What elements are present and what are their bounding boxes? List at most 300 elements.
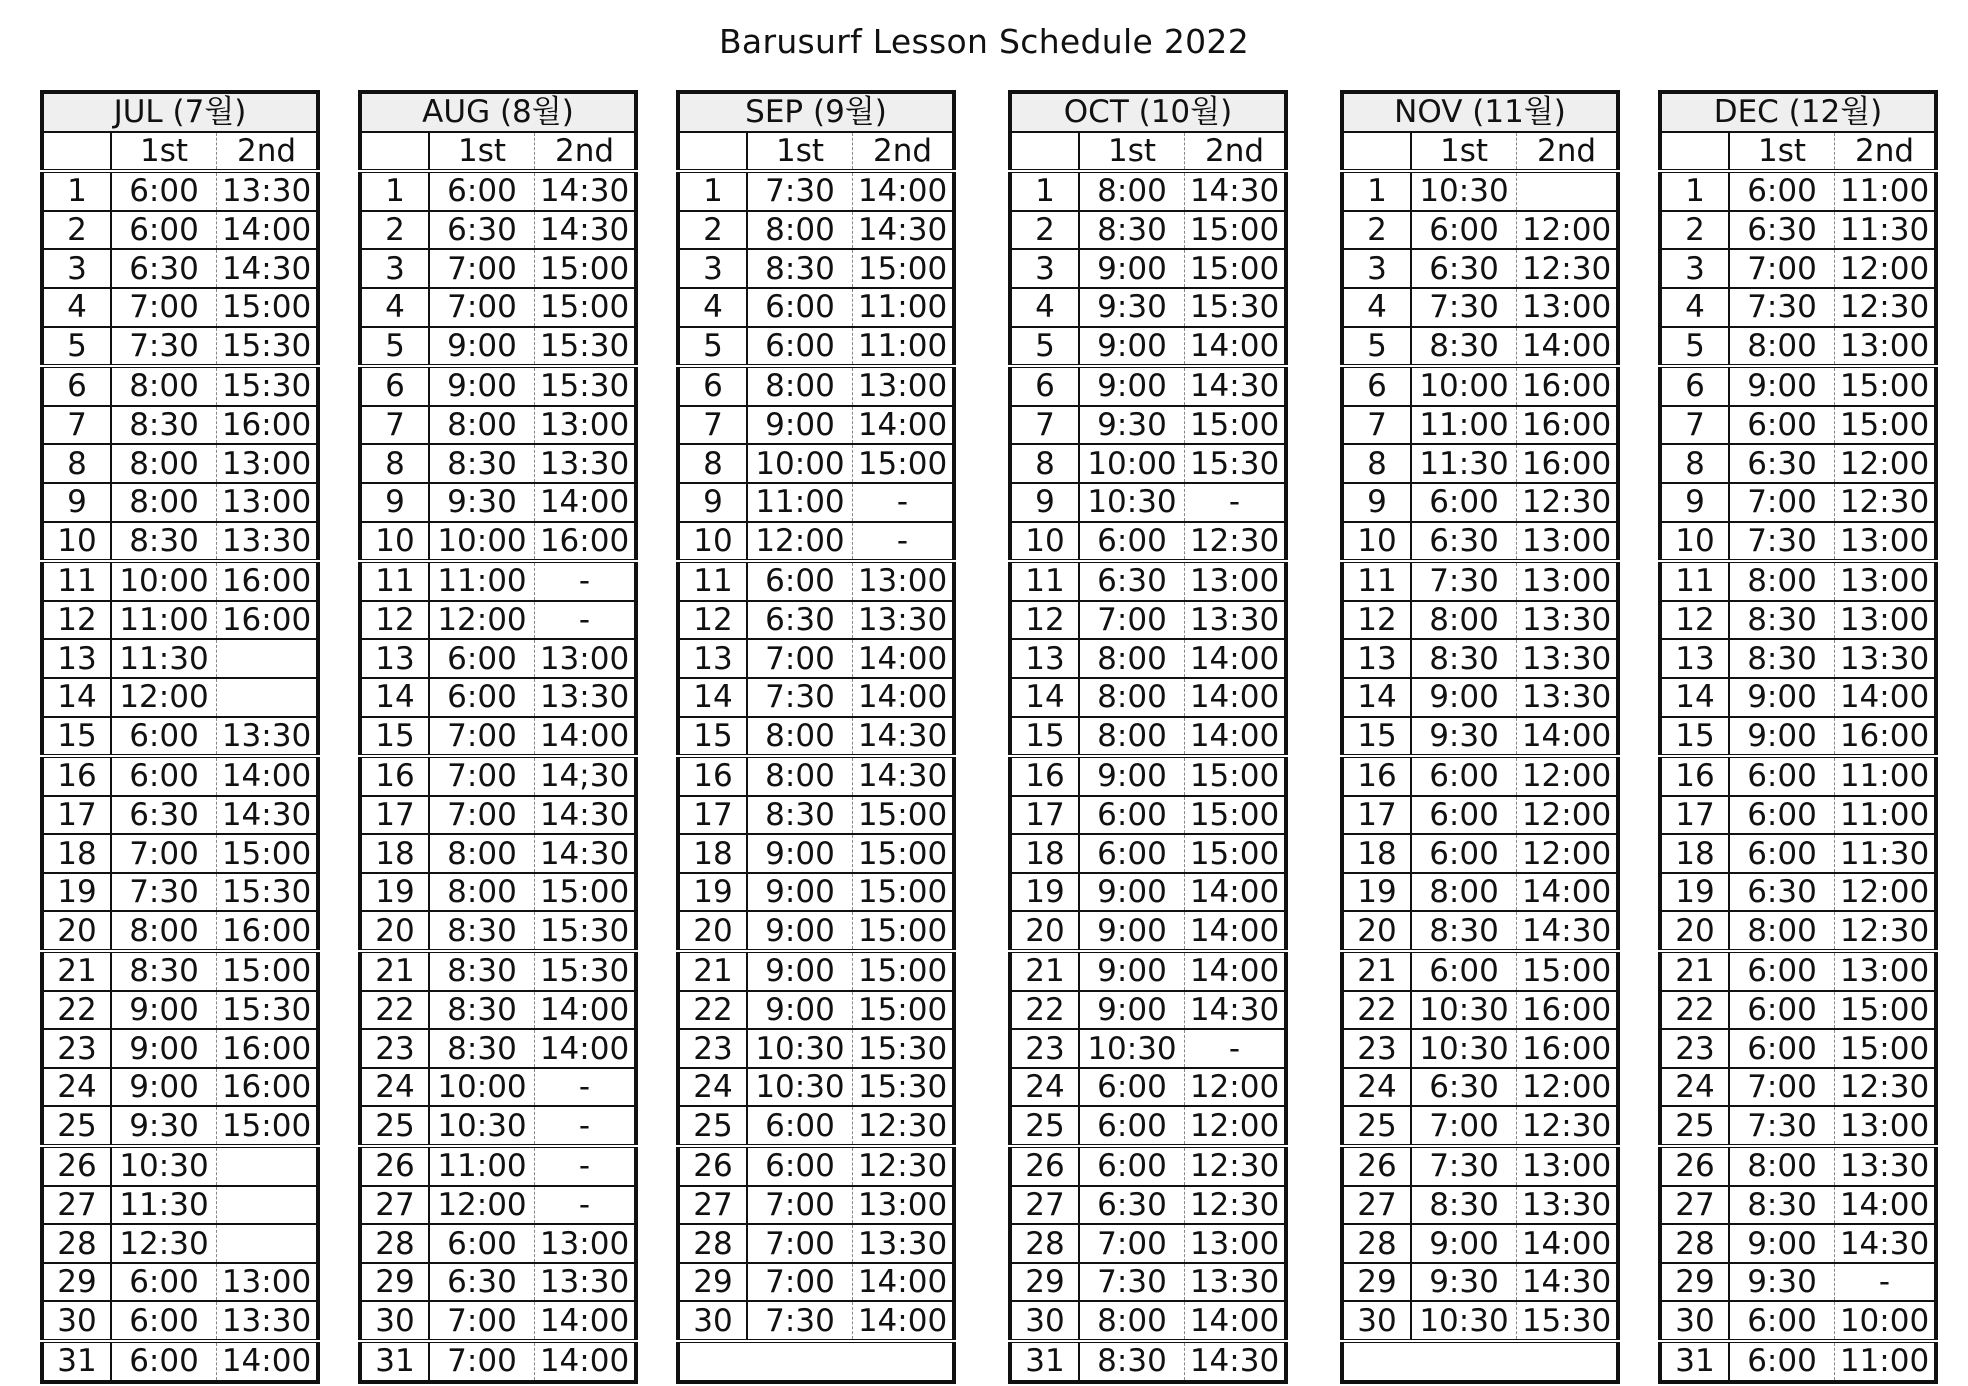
day-number: 23 — [1342, 1029, 1411, 1068]
second-session-time: 13:00 — [1835, 951, 1936, 991]
table-row — [1660, 444, 1936, 483]
table-row — [42, 327, 318, 367]
table-row — [42, 717, 318, 757]
second-session-time: 13:00 — [1517, 522, 1618, 562]
table-row — [1010, 211, 1286, 250]
table-row — [1660, 1186, 1936, 1225]
first-session-time: 7:00 — [429, 756, 535, 796]
day-number: 27 — [1660, 1186, 1729, 1225]
first-session-time: 6:00 — [1729, 171, 1835, 211]
day-number: 16 — [1010, 756, 1079, 796]
first-session-time: 8:00 — [1411, 873, 1517, 912]
table-row — [360, 249, 636, 288]
day-number: 31 — [360, 1341, 429, 1382]
month-name: JUL (7월) — [42, 92, 318, 132]
table-row — [42, 1029, 318, 1068]
table-row — [360, 1224, 636, 1263]
table-row — [42, 288, 318, 327]
first-session-time: 6:30 — [1411, 522, 1517, 562]
day-number: 7 — [42, 406, 111, 445]
table-row — [1660, 678, 1936, 717]
day-number: 8 — [42, 444, 111, 483]
day-number: 14 — [1660, 678, 1729, 717]
table-row — [1660, 601, 1936, 640]
second-session-time: 13:00 — [1835, 561, 1936, 601]
day-number: 20 — [1342, 911, 1411, 951]
first-session-time: 8:00 — [747, 211, 853, 250]
first-session-time: 6:00 — [111, 717, 217, 757]
table-row — [1660, 1224, 1936, 1263]
second-session-time: 13:00 — [535, 639, 637, 678]
day-number: 28 — [42, 1224, 111, 1263]
table-row — [42, 951, 318, 991]
first-session-time: 7:30 — [1729, 1106, 1835, 1146]
first-session-time: 9:00 — [111, 1068, 217, 1107]
day-number: 16 — [1342, 756, 1411, 796]
table-row — [1342, 911, 1618, 951]
second-session-time: 15:00 — [853, 911, 955, 951]
table-row — [42, 171, 318, 211]
second-session-time: 14:30 — [1835, 1224, 1936, 1263]
first-session-time: 11:30 — [111, 1186, 217, 1225]
first-session-time: 6:30 — [429, 211, 535, 250]
first-session-time: 10:30 — [1079, 483, 1185, 522]
first-session-time: 9:00 — [747, 991, 853, 1030]
day-number: 2 — [1010, 211, 1079, 250]
second-session-time: 14:00 — [1185, 327, 1287, 367]
day-number: 22 — [1660, 991, 1729, 1030]
day-number: 24 — [42, 1068, 111, 1107]
second-session-time: 14:00 — [1185, 1301, 1287, 1341]
second-session-time: 15:30 — [217, 873, 318, 912]
table-row — [1342, 366, 1618, 406]
second-session-time: 15:30 — [1517, 1301, 1618, 1341]
day-header — [1010, 132, 1079, 172]
day-number: 26 — [42, 1146, 111, 1186]
table-row — [678, 1146, 954, 1186]
second-session-time: 16:00 — [217, 911, 318, 951]
first-session-time: 11:00 — [747, 483, 853, 522]
table-row — [1010, 951, 1286, 991]
first-session-header: 1st — [1729, 132, 1835, 172]
table-row — [1342, 991, 1618, 1030]
second-session-time: 16:00 — [1517, 406, 1618, 445]
table-row — [678, 834, 954, 873]
day-number: 19 — [360, 873, 429, 912]
table-row — [42, 678, 318, 717]
first-session-time: 9:00 — [1079, 991, 1185, 1030]
first-session-time: 6:30 — [111, 249, 217, 288]
table-row — [42, 1224, 318, 1263]
day-number: 14 — [1010, 678, 1079, 717]
first-session-time: 8:00 — [111, 483, 217, 522]
table-row — [1660, 911, 1936, 951]
table-row — [1342, 1263, 1618, 1302]
day-number: 3 — [1010, 249, 1079, 288]
table-row — [1342, 1146, 1618, 1186]
table-row — [1010, 327, 1286, 367]
second-session-time: 14:00 — [539, 1343, 630, 1380]
table-row — [42, 211, 318, 250]
table-row — [42, 1263, 318, 1302]
first-session-time: 8:00 — [1079, 639, 1185, 678]
second-session-time: 14:00 — [535, 991, 637, 1030]
second-session-time: 15:00 — [853, 249, 955, 288]
table-row — [360, 288, 636, 327]
first-session-time: 8:30 — [1411, 327, 1517, 367]
table-row — [678, 211, 954, 250]
table-row — [1010, 991, 1286, 1030]
day-number: 7 — [1010, 406, 1079, 445]
second-session-time: 16:00 — [1517, 1029, 1618, 1068]
first-session-header: 1st — [111, 132, 217, 172]
day-number: 15 — [678, 717, 747, 757]
day-number: 14 — [360, 678, 429, 717]
day-number: 30 — [360, 1301, 429, 1341]
first-session-time: 6:00 — [1729, 1301, 1835, 1341]
day-number: 28 — [1660, 1224, 1729, 1263]
second-session-time: 12:30 — [1835, 911, 1936, 951]
first-session-time: 9:00 — [747, 873, 853, 912]
day-number: 1 — [360, 171, 429, 211]
first-session-time: 9:00 — [1411, 1224, 1517, 1263]
first-session-time: 6:00 — [747, 288, 853, 327]
day-number: 12 — [42, 601, 111, 640]
table-row — [1342, 951, 1618, 991]
second-session-time: 11:30 — [1835, 834, 1936, 873]
day-number: 22 — [42, 991, 111, 1030]
day-number: 30 — [1010, 1301, 1079, 1341]
first-session-time: 10:30 — [747, 1068, 853, 1107]
table-row — [1010, 796, 1286, 835]
second-session-time: 13:00 — [853, 1186, 955, 1225]
table-row — [1010, 1068, 1286, 1107]
table-row — [1010, 756, 1286, 796]
second-session-time: 12:00 — [1517, 756, 1618, 796]
first-session-time: 8:30 — [429, 1029, 535, 1068]
second-session-time — [217, 678, 318, 717]
table-row — [1342, 717, 1618, 757]
month-table — [358, 90, 638, 1384]
first-session-time: 12:00 — [747, 522, 853, 562]
first-session-time: 10:00 — [1079, 444, 1185, 483]
first-session-time: 8:30 — [111, 406, 217, 445]
first-session-time: 7:00 — [429, 249, 535, 288]
table-row — [1342, 873, 1618, 912]
second-session-time — [217, 1224, 318, 1263]
first-session-time: 7:30 — [1729, 288, 1835, 327]
first-session-time: 11:30 — [1411, 444, 1517, 483]
first-session-time: 9:00 — [747, 951, 853, 991]
table-row — [1342, 327, 1618, 367]
table-row — [1010, 873, 1286, 912]
second-session-time: 15:00 — [1185, 796, 1287, 835]
first-session-time: 8:00 — [1411, 601, 1517, 640]
second-session-time: 14:00 — [535, 1301, 637, 1341]
first-session-time: 6:00 — [1729, 796, 1835, 835]
day-number: 23 — [678, 1029, 747, 1068]
second-session-time: 14:00 — [853, 1263, 955, 1302]
table-row — [678, 951, 954, 991]
day-number: 14 — [678, 678, 747, 717]
second-session-time: 14:30 — [535, 834, 637, 873]
first-session-time: 11:00 — [429, 561, 535, 601]
second-session-header: 2nd — [1185, 132, 1287, 172]
first-session-time: 6:00 — [1411, 951, 1517, 991]
second-session-time: 15:00 — [853, 834, 955, 873]
table-row — [678, 288, 954, 327]
first-session-time: 8:30 — [1729, 601, 1835, 640]
day-number: 10 — [1660, 522, 1729, 562]
table-row — [678, 911, 954, 951]
day-number: 2 — [1342, 211, 1411, 250]
day-number: 19 — [678, 873, 747, 912]
day-number: 11 — [1660, 561, 1729, 601]
first-session-time: 8:30 — [1079, 211, 1185, 250]
day-number: 16 — [360, 756, 429, 796]
first-session-time: 6:00 — [1079, 1146, 1185, 1186]
day-number: 16 — [1660, 756, 1729, 796]
second-session-time: 13:00 — [1835, 522, 1936, 562]
day-number: 4 — [678, 288, 747, 327]
table-row — [1010, 717, 1286, 757]
second-session-time: 14:00 — [535, 717, 637, 757]
first-session-time: 7:00 — [1729, 249, 1835, 288]
second-session-time: 13:30 — [1517, 639, 1618, 678]
day-number: 27 — [360, 1186, 429, 1225]
day-number: 5 — [360, 327, 429, 367]
month-name: DEC (12월) — [1660, 92, 1936, 132]
second-session-time: 14:30 — [217, 796, 318, 835]
day-number: 13 — [1342, 639, 1411, 678]
second-session-time: 14:30 — [1185, 991, 1287, 1030]
table-row — [678, 1186, 954, 1225]
month-name: AUG (8월) — [360, 92, 636, 132]
first-session-time: 7:00 — [111, 288, 217, 327]
second-session-time: 15:30 — [1185, 288, 1287, 327]
table-row — [42, 406, 318, 445]
table-row — [1660, 796, 1936, 835]
second-session-time: 15:30 — [535, 911, 637, 951]
table-row — [678, 1224, 954, 1263]
day-number: 12 — [1342, 601, 1411, 640]
table-row — [360, 522, 636, 562]
table-row — [1342, 561, 1618, 601]
second-session-time: 14:00 — [1835, 678, 1936, 717]
day-number: 30 — [42, 1301, 111, 1341]
day-number: 6 — [1660, 366, 1729, 406]
table-row — [1010, 444, 1286, 483]
second-session-time: 13:30 — [853, 1224, 955, 1263]
first-session-time: 9:00 — [747, 834, 853, 873]
second-session-time: 13:30 — [1835, 1146, 1936, 1186]
first-session-time: 7:00 — [429, 1341, 535, 1382]
day-number: 31 — [1660, 1341, 1729, 1382]
first-session-time: 8:30 — [747, 796, 853, 835]
table-row — [678, 601, 954, 640]
first-session-time: 6:00 — [111, 1263, 217, 1302]
second-session-time: 15:00 — [1835, 991, 1936, 1030]
day-number: 22 — [1342, 991, 1411, 1030]
table-row — [42, 1301, 318, 1341]
second-session-time: 10:00 — [1835, 1301, 1936, 1341]
day-number: 13 — [360, 639, 429, 678]
second-session-time: 15:00 — [1835, 366, 1936, 406]
day-number: 11 — [678, 561, 747, 601]
second-session-time: 14:30 — [217, 249, 318, 288]
second-session-time: 12:30 — [1517, 249, 1618, 288]
first-session-time: 7:00 — [747, 1224, 853, 1263]
second-session-time: 16:00 — [1835, 717, 1936, 757]
table-row — [42, 1341, 318, 1382]
table-row — [678, 1106, 954, 1146]
second-session-time: 14:30 — [1517, 1263, 1618, 1302]
first-session-time: 6:00 — [1729, 406, 1835, 445]
day-number: 17 — [360, 796, 429, 835]
day-number: 11 — [42, 561, 111, 601]
first-session-time: 8:30 — [747, 249, 853, 288]
second-session-time — [217, 1186, 318, 1225]
table-row — [1342, 756, 1618, 796]
second-session-time: 15:30 — [217, 991, 318, 1030]
day-number: 4 — [42, 288, 111, 327]
first-session-time: 8:00 — [111, 366, 217, 406]
first-session-time: 9:00 — [1729, 678, 1835, 717]
day-number: 15 — [42, 717, 111, 757]
day-number: 9 — [678, 483, 747, 522]
day-number: 13 — [1010, 639, 1079, 678]
table-row — [1660, 834, 1936, 873]
table-row — [678, 1029, 954, 1068]
day-number: 29 — [360, 1263, 429, 1302]
first-session-header: 1st — [429, 132, 535, 172]
second-session-time: 15:30 — [853, 1029, 955, 1068]
second-session-time: 15:00 — [535, 873, 637, 912]
second-session-time: 11:00 — [1835, 796, 1936, 835]
second-session-time: - — [1185, 1029, 1287, 1068]
second-session-time: 16:00 — [1517, 991, 1618, 1030]
second-session-time: 13:00 — [217, 483, 318, 522]
table-row — [1010, 249, 1286, 288]
first-session-time: 8:00 — [1729, 911, 1835, 951]
first-session-time: 8:00 — [1079, 171, 1185, 211]
day-number: 12 — [1010, 601, 1079, 640]
month-name: SEP (9월) — [678, 92, 954, 132]
second-session-time: 12:00 — [1517, 1068, 1618, 1107]
table-row — [1660, 1106, 1936, 1146]
day-number: 28 — [1010, 1224, 1079, 1263]
day-number: 5 — [678, 327, 747, 367]
table-row — [1010, 1106, 1286, 1146]
day-number: 18 — [678, 834, 747, 873]
first-session-time: 9:30 — [1079, 406, 1185, 445]
first-session-time: 9:30 — [429, 483, 535, 522]
first-session-time: 6:00 — [111, 211, 217, 250]
month-table — [676, 90, 956, 1384]
second-session-time: 15:00 — [1835, 1029, 1936, 1068]
second-session-time: 15:30 — [1185, 444, 1287, 483]
first-session-time: 6:30 — [1411, 1068, 1517, 1107]
first-session-time: 8:30 — [429, 951, 535, 991]
day-number: 26 — [1660, 1146, 1729, 1186]
day-number: 20 — [360, 911, 429, 951]
table-row — [678, 1301, 954, 1341]
second-session-time: 13:30 — [535, 1263, 637, 1302]
day-number: 10 — [678, 522, 747, 562]
first-session-time: 8:00 — [1079, 678, 1185, 717]
day-number: 16 — [678, 756, 747, 796]
first-session-time: 7:30 — [1411, 561, 1517, 601]
first-session-time: 9:00 — [1079, 911, 1185, 951]
second-session-time: 14:00 — [853, 1301, 955, 1341]
table-row — [42, 483, 318, 522]
first-session-time: 7:00 — [1079, 1224, 1185, 1263]
day-number: 9 — [42, 483, 111, 522]
table-row — [678, 1341, 954, 1382]
first-session-time: 10:00 — [747, 444, 853, 483]
second-session-time: 15:00 — [1835, 406, 1936, 445]
day-number: 24 — [1010, 1068, 1079, 1107]
day-number: 25 — [1342, 1106, 1411, 1146]
second-session-time: 15:00 — [217, 1106, 318, 1146]
table-row — [42, 366, 318, 406]
second-session-time: 13:30 — [217, 522, 318, 562]
table-row — [1342, 834, 1618, 873]
day-number: 2 — [678, 211, 747, 250]
table-row — [360, 601, 636, 640]
second-session-time: - — [853, 522, 955, 562]
second-session-time: 13:00 — [535, 406, 637, 445]
second-session-time: 13:30 — [217, 717, 318, 757]
table-row — [360, 1106, 636, 1146]
first-session-time: 10:30 — [1411, 1301, 1517, 1341]
first-session-time: 9:30 — [1079, 288, 1185, 327]
day-number: 15 — [1342, 717, 1411, 757]
first-session-time: 9:00 — [1729, 717, 1835, 757]
first-session-header: 1st — [1079, 132, 1185, 172]
table-row — [42, 522, 318, 562]
first-session-time: 6:00 — [1079, 1106, 1185, 1146]
table-row — [360, 483, 636, 522]
first-session-time: 9:00 — [1079, 327, 1185, 367]
second-session-time: 12:30 — [1835, 483, 1936, 522]
table-row — [1342, 249, 1618, 288]
first-session-time: 10:30 — [1411, 1029, 1517, 1068]
first-session-time: 6:30 — [429, 1263, 535, 1302]
first-session-time: 8:30 — [429, 991, 535, 1030]
table-row — [42, 249, 318, 288]
table-row — [1010, 171, 1286, 211]
table-row — [1660, 717, 1936, 757]
table-row — [360, 1341, 636, 1382]
table-row — [1342, 211, 1618, 250]
first-session-time: 8:00 — [1729, 327, 1835, 367]
second-session-time: 13:30 — [1185, 601, 1287, 640]
first-session-time: 8:00 — [1079, 717, 1185, 757]
first-session-time: 10:00 — [111, 561, 217, 601]
second-session-time: 14:00 — [1517, 1224, 1618, 1263]
day-number: 13 — [42, 639, 111, 678]
second-session-time: 16:00 — [217, 1068, 318, 1107]
second-session-time: 12:30 — [853, 1146, 955, 1186]
second-session-time: - — [535, 1068, 637, 1107]
day-number: 14 — [1342, 678, 1411, 717]
day-number: 1 — [1342, 171, 1411, 211]
first-session-time: 11:00 — [111, 601, 217, 640]
day-number: 5 — [1342, 327, 1411, 367]
table-row — [42, 1146, 318, 1186]
day-number: 6 — [678, 366, 747, 406]
